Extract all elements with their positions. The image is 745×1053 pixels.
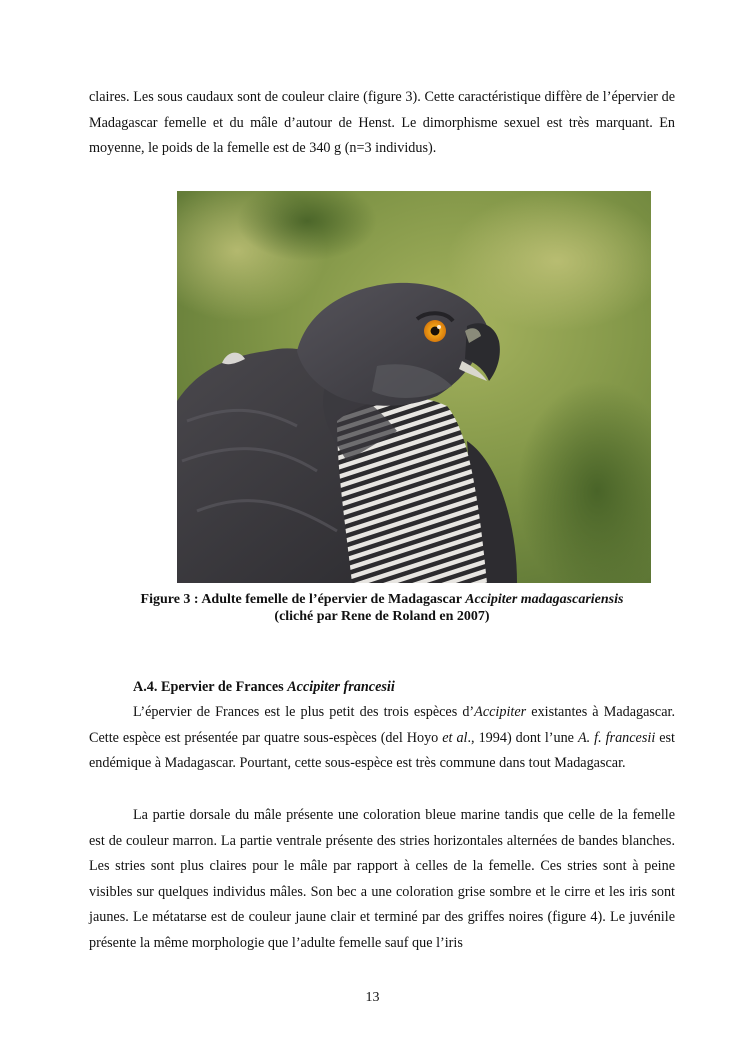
figure-caption — [89, 591, 675, 625]
caption-credit: (cliché par Rene de Roland en 2007) — [274, 609, 490, 624]
paragraph-frances-morphology: La partie dorsale du mâle présente une coloration bleue marine tandis que celle de la femelle est de couleur marron. La partie ventrale présente des stries horizontales alternées de bandes blanches. Les stries sont plus claires pour le mâle par rapport à celles de la femelle. Ces stries sont à peine visibles sur quelques individus mâles. Son bec a une coloration grise sombre et le cirre et les iris sont jaunes. Le métatarse est de couleur jaune clair et terminé par des griffes noires (figure 4). Le juvénile présente la même morphologie que l’adulte femelle sauf que l’iris — [89, 807, 675, 951]
intro-paragraph: claires. Les sous caudaux sont de couleur claire (figure 3). Cette caractéristique diffère de l’épervier de Madagascar femelle et du mâle d’autour de Henst. Le dimorphisme sexuel est très marquant. En moyenne, le poids de la femelle est de 340 g (n=3 individus). — [89, 89, 675, 157]
italic-run: Accipiter — [474, 704, 527, 720]
page-number: 13 — [365, 990, 380, 1005]
text-run: ., 1994) dont l’une — [467, 729, 578, 746]
caption-line-1 — [89, 591, 675, 608]
caption-species: Accipiter madagascariensis — [465, 592, 624, 607]
text-run: est endémique à Madagascar. Pourtant, cette sous-espèce est très commune dans tout Madagascar. — [89, 729, 675, 772]
paragraph-frances-intro — [89, 700, 675, 777]
caption-text: Figure 3 : Adulte femelle de l’épervier de Madagascar — [140, 592, 466, 607]
italic-run: A. f. francesii — [577, 729, 656, 746]
italic-run: et al — [442, 729, 468, 746]
text-run: L’épervier de Frances est le plus petit des trois espèces d’ — [133, 704, 475, 720]
hawk-photo — [177, 191, 651, 583]
heading-species: Accipiter francesii — [287, 679, 395, 695]
heading-text: A.4. Epervier de Frances — [133, 679, 288, 695]
section-heading — [133, 677, 395, 697]
text-run: existantes à Madagascar. Cette espèce est présentée par quatre sous-espèces (del Hoyo — [89, 704, 675, 746]
